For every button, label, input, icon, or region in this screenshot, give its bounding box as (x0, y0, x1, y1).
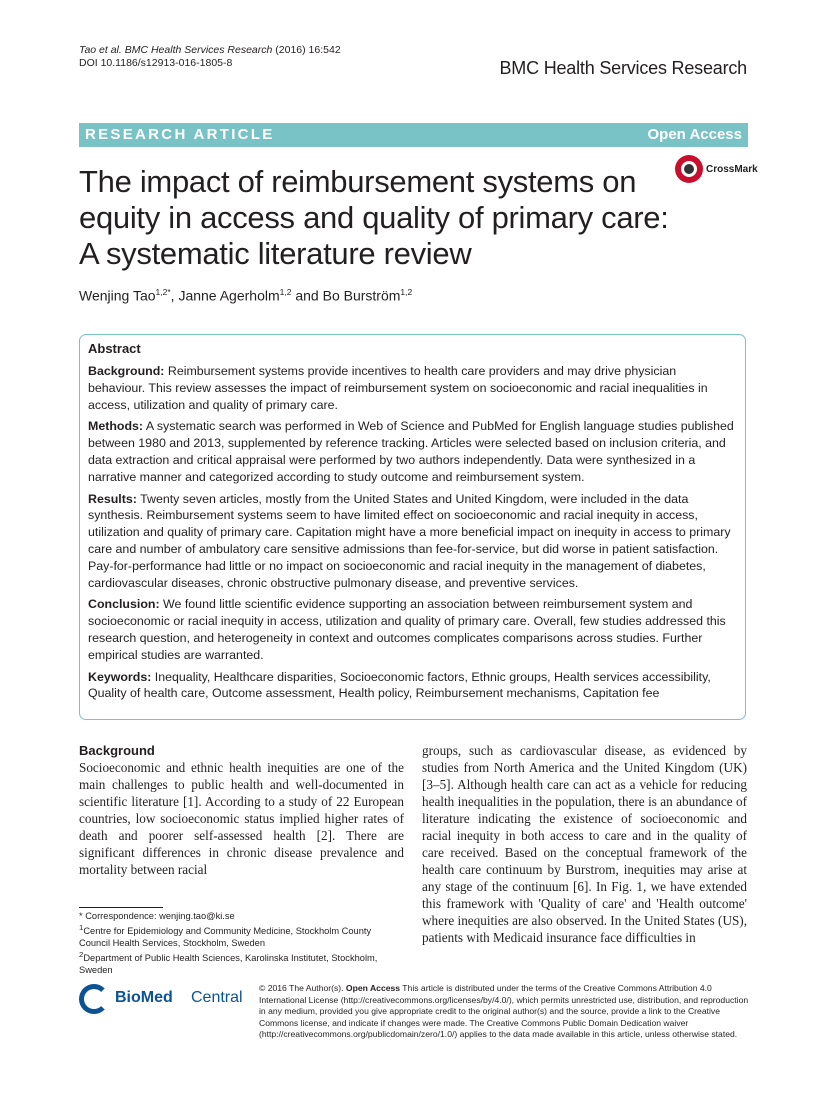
abstract-conclusion (88, 596, 736, 663)
citation-volume: (2016) 16:542 (272, 44, 341, 56)
author-name: Wenjing Tao (79, 287, 156, 304)
author-affiliation-sup: 1,2 (279, 287, 292, 297)
biomed-logo-text: BioMed (115, 989, 173, 1006)
affiliation-2 (79, 949, 399, 976)
copyright-text: © 2016 The Author(s). (259, 983, 346, 993)
affiliation-1 (79, 922, 399, 949)
body-right-column (422, 742, 747, 946)
citation-journal-italic: Tao et al. BMC Health Services Research (79, 44, 273, 56)
affiliation-1-text: Centre for Epidemiology and Community Medicine, Stockholm County Council Health Services, Stockholm, Sweden (79, 926, 372, 949)
author-separator: , (170, 287, 179, 304)
central-logo-text: Central (191, 989, 243, 1006)
affiliation-2-text: Department of Public Health Sciences, Karolinska Institutet, Stockholm, Sweden (79, 953, 378, 976)
affiliation-1-sup: 1 (79, 923, 84, 932)
citation-doi: DOI 10.1186/s12913-016-1805-8 (79, 57, 233, 69)
article-type-label: RESEARCH ARTICLE (85, 126, 275, 143)
abstract-results-label: Results: (88, 491, 137, 506)
author-separator: and (291, 287, 323, 304)
biomed-central-icon (79, 984, 109, 1014)
abstract-keywords-label: Keywords: (88, 669, 152, 684)
author-affiliation-sup: 1,2 (400, 287, 413, 297)
crossmark-badge[interactable] (675, 155, 758, 185)
abstract-background-label: Background: (88, 364, 165, 378)
crossmark-icon (675, 155, 703, 183)
article-title: The impact of reimbursement systems on equity in access and quality of primary care: A systematic literature review (79, 164, 669, 271)
abstract-background-text: Reimbursement systems provide incentives to health care providers and may drive physician behaviour. This review assesses the impact of reimbursement system on socioeconomic and racial inequalities in access, utilization and quality of primary care. (88, 364, 708, 412)
journal-name: BMC Health Services Research (499, 58, 747, 78)
abstract-methods-text: A systematic search was performed in Web of Science and PubMed for English language studies published between 1980 and 2013, supplemented by reference tracking. Articles were selected based on inclusion criteria, and data extraction and critical appraisal were performed by two authors independently. Data were synthesized in a narrative manner and categorized according to study outcome and reimbursement system. (88, 419, 734, 484)
abstract-results-text: Twenty seven articles, mostly from the United States and United Kingdom, were included in the data synthesis. Reimbursement systems seem to have limited effect on socioeconomic and racial inequity in access, utilization and quality of primary care. Capitation might have a more beneficial impact on inequity in access to primary care and number of ambulatory care sensitive admissions than fee-for-service, but did worse in patient satisfaction. (88, 491, 731, 556)
citation-line-1 (79, 44, 341, 57)
author-name: Janne Agerholm (178, 287, 280, 304)
abstract-results-continued: Pay-for-performance had little or no impact on socioeconomic and racial inequity in the management of diabetes, cardiovascular diseases, chronic obstructive pulmonary disease, and preventive services. (88, 558, 706, 590)
body-paragraph-left: Socioeconomic and ethnic health inequities are one of the main challenges to public health and well-documented in scientific literature [1]. According to a study of 22 European countries, low socioeconomic status implied higher rates of death and poorer self-assessed health [2]. There are significant differences in chronic disease prevalence and mortality between racial (79, 760, 404, 877)
abstract-heading: Abstract (88, 341, 141, 356)
author-name: Bo Burström (322, 287, 401, 304)
open-access-label: Open Access (647, 126, 742, 143)
body-paragraph-right: groups, such as cardiovascular disease, as evidenced by studies from North America and the United Kingdom (UK) [3–5]. Although health care can act as a vehicle for reducing health inequalities in the population, there is an abundance of literature indicating the existence of socioeconomic and racial inequity in both access to care and in the quality of care received. Based on the conceptual framework of the health care continuum by Burstrom, inequities may arise at any stage of the continuum [6]. In Fig. 1, we have extended this framework with 'Quality of care' and 'Health outcome' where inequities are also observed. In the United States (US), patients with Medicaid insurance face difficulties in (422, 743, 747, 945)
article-type-banner (79, 123, 748, 147)
abstract-methods (88, 418, 736, 485)
abstract-conclusion-label: Conclusion: (88, 597, 160, 612)
author-affiliation-sup: 1,2* (155, 287, 171, 297)
license-statement (259, 983, 749, 1041)
biomed-central-logo[interactable] (79, 984, 243, 1020)
footnotes (79, 910, 399, 976)
correspondence-note: * Correspondence: wenjing.tao@ki.se (79, 911, 235, 921)
body-left-column (79, 742, 404, 878)
background-heading: Background (79, 743, 155, 758)
abstract-conclusion-text: We found little scientific evidence supporting an association between reimbursement system and socioeconomic or racial inequity in access, utilization and quality of primary care. Overall, few studies addressed this research question, and heterogeneity in context and outcomes complicates comparisons across studies. Further empirical studies are warranted. (88, 597, 726, 662)
affiliation-2-sup: 2 (79, 950, 84, 960)
abstract-box (79, 334, 746, 720)
crossmark-label: CrossMark (706, 164, 758, 175)
abstract-keywords-text: Inequality, Healthcare disparities, Socioeconomic factors, Ethnic groups, Health services accessibility, Quality of health care, Outcome assessment, Health policy, Reimbursement mechanisms, Capitation fee (88, 669, 711, 701)
citation-block (79, 44, 341, 70)
license-open-access: Open Access (345, 983, 401, 993)
abstract-methods-label: Methods: (88, 419, 144, 434)
footnote-divider (79, 907, 163, 908)
author-list (79, 287, 412, 304)
abstract-background (88, 363, 736, 413)
abstract-keywords (88, 669, 736, 703)
abstract-results (88, 491, 736, 558)
license-text: This article is distributed under the terms of the Creative Commons Attribution 4.0 International License (http://creativecommons.org/licenses/by/4.0/), which permits unrestricted use, distribution, and reproduction in any medium, provided you give appropriate credit to the original author(s) and the source, provide a link to the Creative Commons license, and indicate if changes were made. The Creative Commons Public Domain Dedication waiver (http://creativecommons.org/publicdomain/zero/1.0/) applies to the data made available in this article, unless otherwise stated. (259, 983, 749, 1039)
